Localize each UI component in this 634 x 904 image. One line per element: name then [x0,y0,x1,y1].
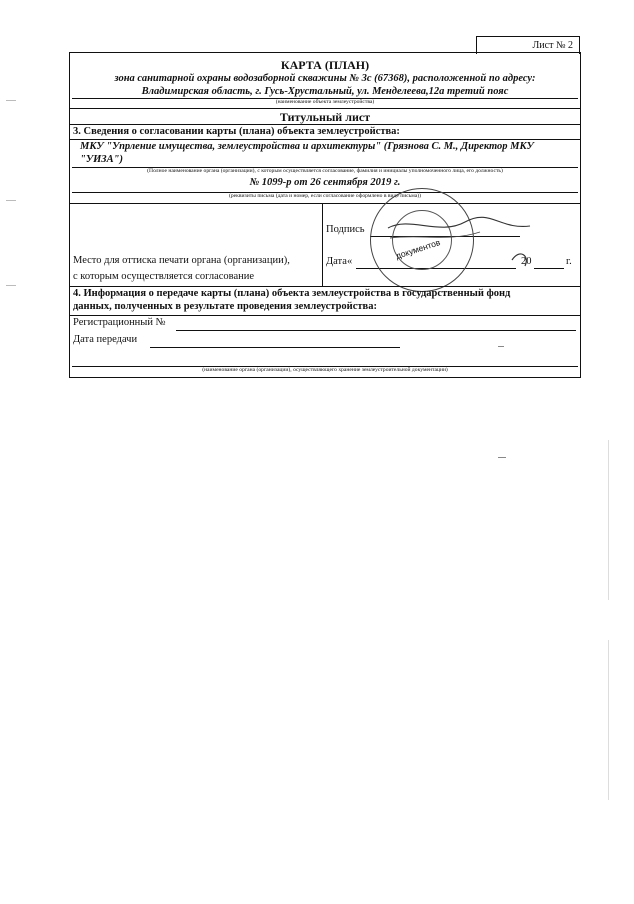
scan-edge [608,640,609,800]
divider [69,315,581,316]
scan-speck [498,457,506,458]
approving-org-line2: "УИЗА") [80,154,123,165]
section-title: Титульный лист [279,110,371,124]
date-label: Дата [326,256,347,267]
storage-org-caption: (наименование органа (организации), осуществляющего хранение землеустроительной документации) [202,367,448,373]
scan-speck [6,285,16,286]
divider [69,139,581,140]
approving-org-line1: МКУ "Упрление имущества, землеустройства и архитектуры" (Грязнова С. М., Директор МКУ [80,141,534,152]
document-title: КАРТА (ПЛАН) [280,58,370,72]
scan-speck [6,200,16,201]
scan-speck [6,100,16,101]
document-subtitle-line2: Владимирская область, г. Гусь-Хрустальный, ул. Менделеева,12а третий пояс [141,86,509,97]
scan-speck [498,346,504,347]
section3-heading: 3. Сведения о согласовании карты (плана) объекта землеустройства: [73,126,400,137]
sheet-number-label: Лист № 2 [476,36,580,54]
object-caption: (наименование объекта землеустройства) [275,99,375,105]
date-year-prefix: 20 [521,256,532,267]
divider [69,108,581,109]
section4-heading-line1: 4. Информация о передаче карты (плана) объекта землеустройства в государственный фонд [73,288,511,299]
signature-label: Подпись [326,224,365,235]
seal-stamp-text: документов [394,237,442,261]
transfer-date-line[interactable] [150,347,400,348]
approving-org-caption: (Полное наименование органа (организации), с которым осуществляется согласование, фамилия и инициалы уполномоченного лица, его должность) [147,168,503,174]
document-subtitle-line1: зона санитарной охраны водозаборной скважины № 3с (67368), расположенной по адресу: [114,73,536,84]
scan-edge [608,440,609,600]
transfer-date-label: Дата передачи [73,334,138,345]
letter-caption: (реквизиты письма (дата и номер, если согласование оформлено в виде письма)) [229,193,421,199]
date-open-quote: « [347,256,353,267]
signature-scribble [380,208,540,278]
stamp-place-line2: с которым осуществляется согласование [73,271,255,282]
section4-heading-line2: данных, полученных в результате проведения землеустройства: [73,301,377,312]
date-year-suffix: г. [566,256,572,267]
approval-letter: № 1099-р от 26 сентября 2019 г. [249,177,401,188]
registration-number-line[interactable] [176,330,576,331]
divider [69,286,581,287]
divider [69,124,581,125]
divider [69,203,581,204]
column-divider [322,203,323,286]
registration-number-label: Регистрационный № [73,317,166,328]
stamp-place-line1: Место для оттиска печати органа (организации), [73,255,290,266]
